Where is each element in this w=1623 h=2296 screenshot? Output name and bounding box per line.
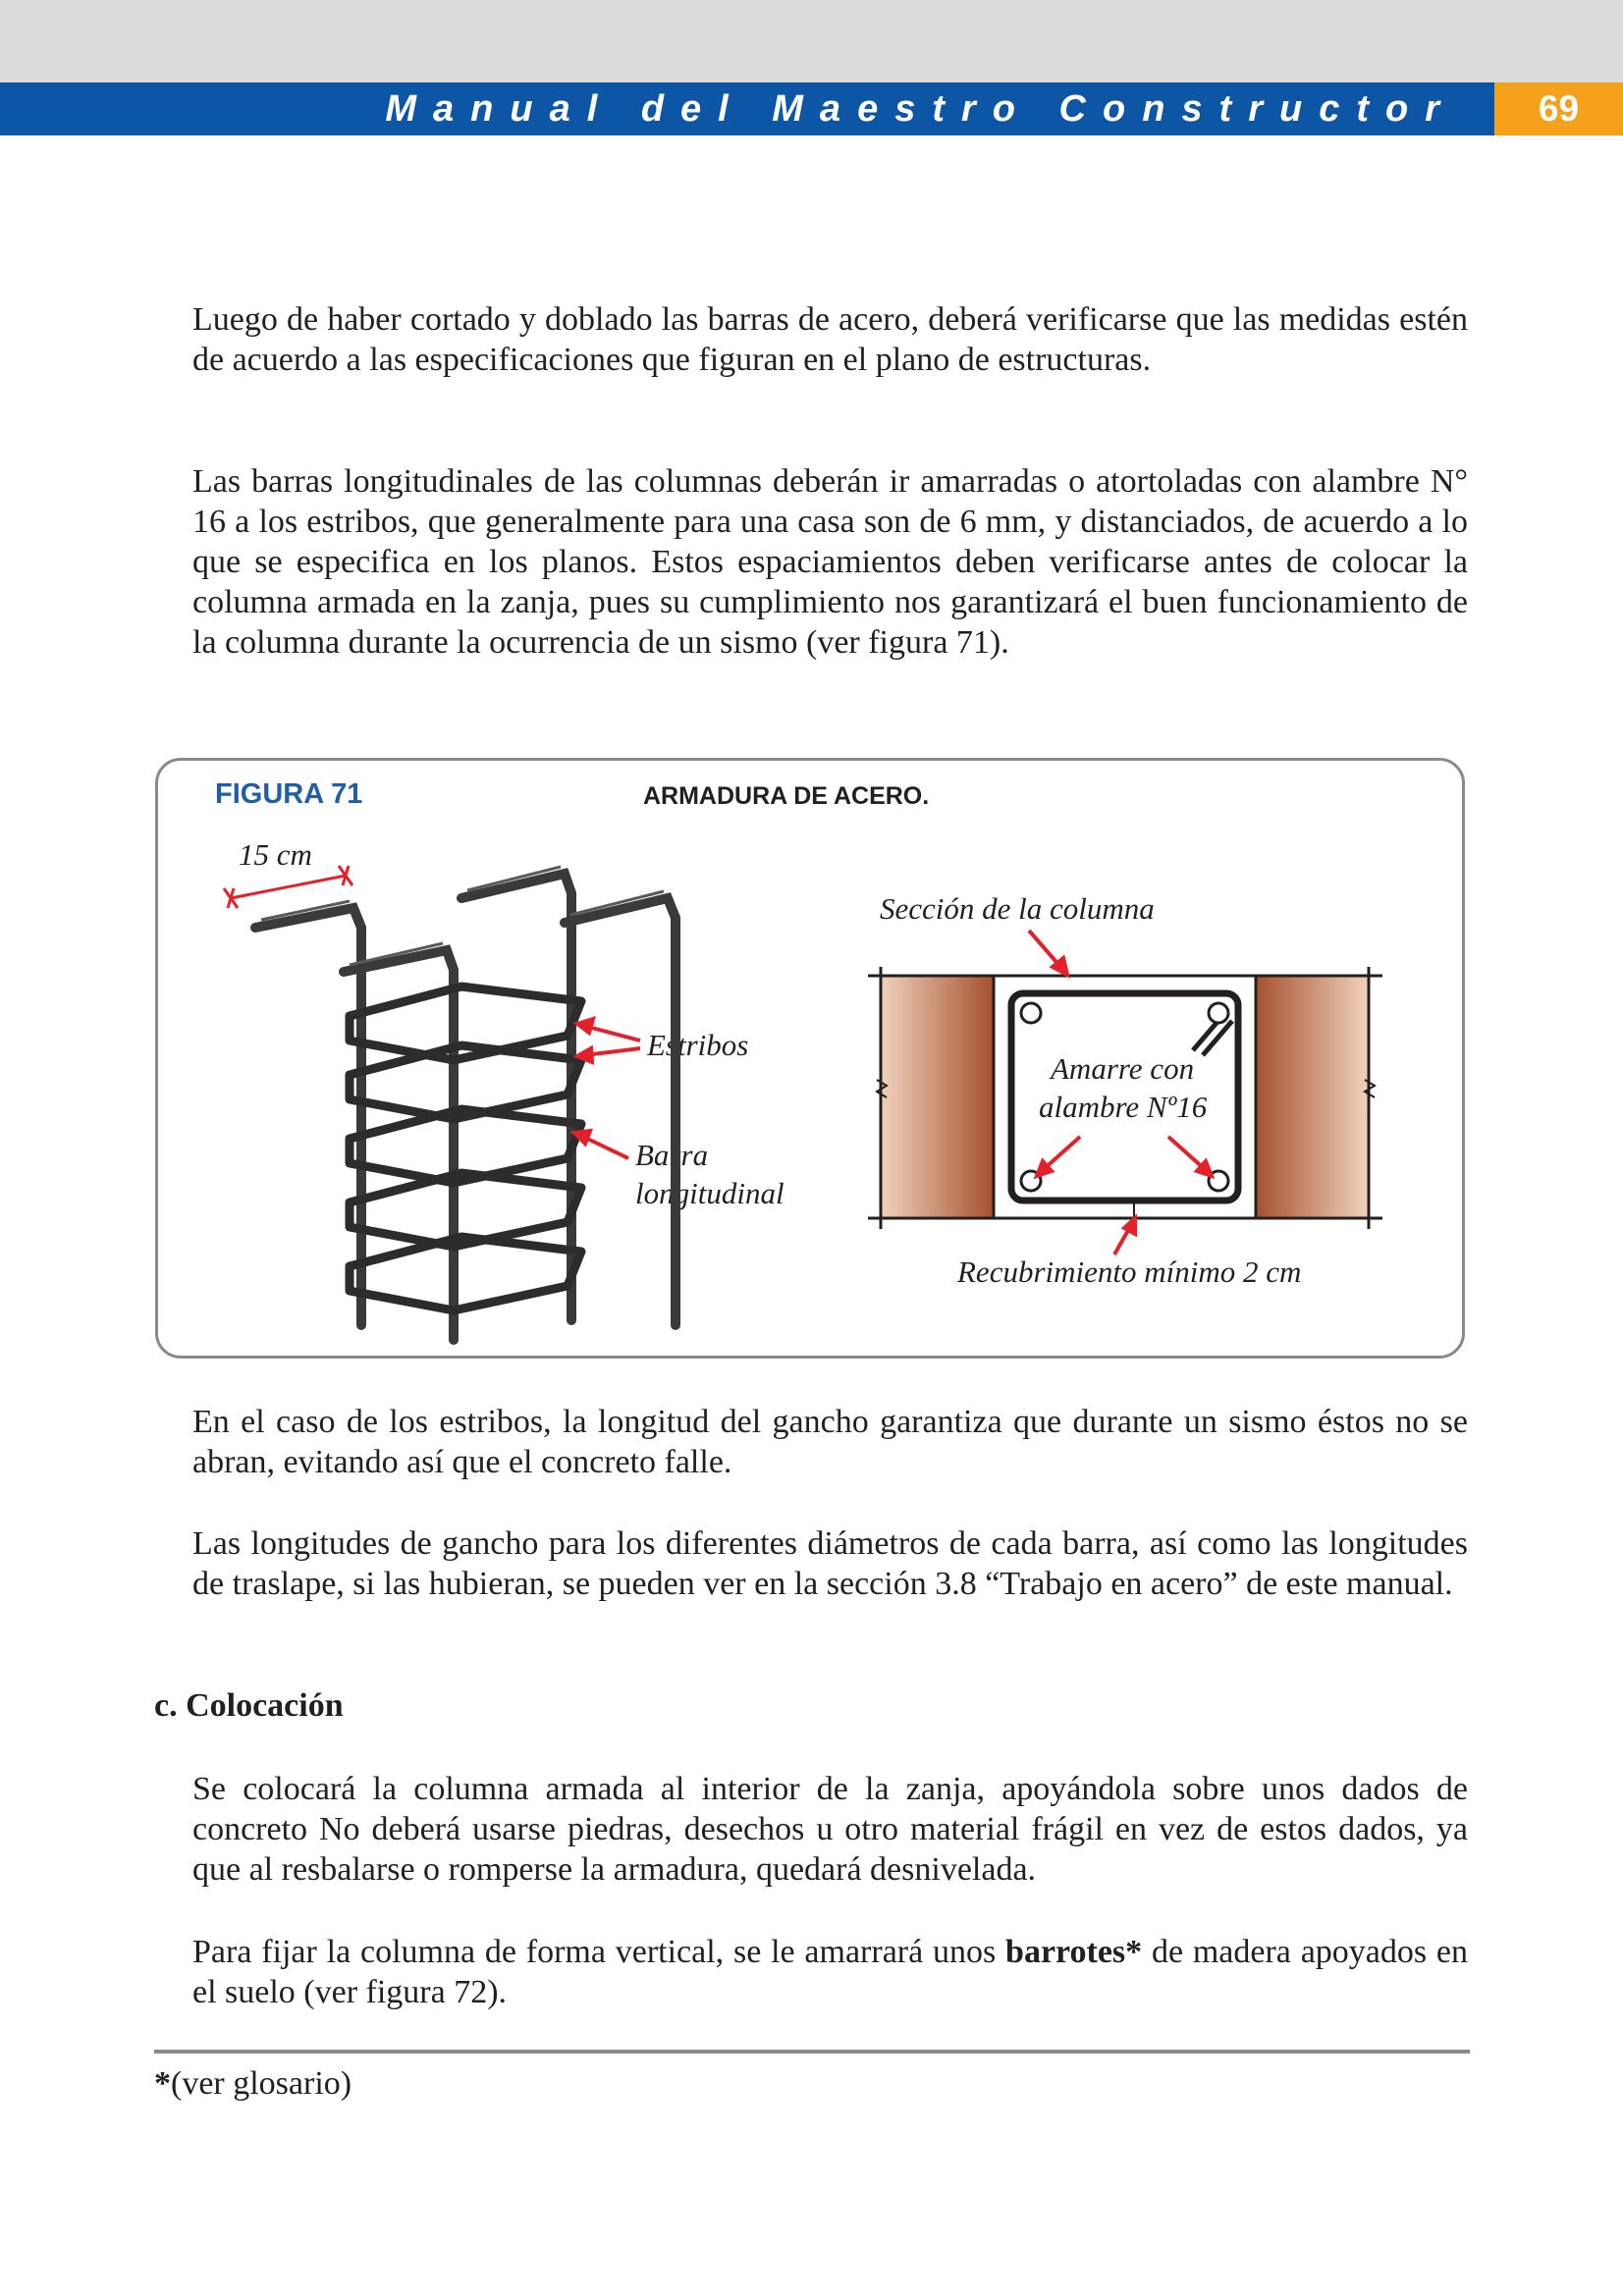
- paragraph-3: En el caso de los estribos, la longitud del gancho garantiza que durante un sismo éstos no se abran, evitando así que el concreto falle.: [192, 1404, 1468, 1480]
- running-title: Manual del Maestro Constructor: [385, 88, 1456, 130]
- footnote-text: (ver glosario): [171, 2065, 352, 2102]
- barra-label-1: Barra: [635, 1138, 709, 1172]
- figure-number: FIGURA 71: [215, 778, 363, 810]
- section-heading: c. Colocación: [154, 1687, 344, 1724]
- footnote-rule: [154, 2050, 1470, 2054]
- recubrimiento-label: Recubrimiento mínimo 2 cm: [957, 1255, 1302, 1289]
- paragraph-6-text-b: de madera apoyados en el suelo (ver figura 72).: [192, 1934, 1468, 2010]
- paragraph-5: Se colocará la columna armada al interior de la zanja, apoyándola sobre unos dados de concreto No deberá usarse piedras, desechos u otro material frágil en vez de estos dados, ya que al resbalarse o romperse la armadura, quedará desnivelada.: [192, 1771, 1468, 1888]
- paragraph-2: Las barras longitudinales de las columnas deberán ir amarradas o atortoladas con alambre N° 16 a los estribos, que generalmente para una casa son de 6 mm, y distanciados, de acuerdo a lo que se especifica en los planos. Estos espaciamientos deben verificarse antes de colocar la columna armada en la zanja, pues su cumplimiento nos garantizará el buen funcionamiento de la columna durante la ocurrencia de un sismo (ver figura 71).: [192, 463, 1468, 661]
- seccion-label: Sección de la columna: [880, 891, 1155, 926]
- barra-label-2: longitudinal: [635, 1176, 784, 1210]
- paragraph-6: [192, 1932, 1468, 2012]
- footnote: [154, 2065, 352, 2103]
- footnote-marker: *: [154, 2065, 171, 2102]
- figure-title: ARMADURA DE ACERO.: [643, 782, 930, 810]
- paragraph-4: Las longitudes de gancho para los diferentes diámetros de cada barra, así como las longitudes de traslape, si las hubieran, se pueden ver en la sección 3.8 “Trabajo en acero” de este manual.: [192, 1525, 1468, 1602]
- page-number: 69: [1494, 82, 1623, 135]
- glossary-term-barrotes: barrotes*: [1005, 1934, 1143, 1970]
- estribos-label: Estribos: [647, 1028, 749, 1062]
- dimension-label: 15 cm: [239, 837, 312, 872]
- amarre-label-2: alambre Nº16: [1039, 1090, 1208, 1124]
- amarre-label-1: Amarre con: [1051, 1051, 1195, 1086]
- paragraph-1: Luego de haber cortado y doblado las barras de acero, deberá verificarse que las medidas estén de acuerdo a las especificaciones que figuran en el plano de estructuras.: [192, 301, 1468, 378]
- paragraph-6-text-a: Para fijar la columna de forma vertical, se le amarrará unos: [192, 1934, 1006, 1970]
